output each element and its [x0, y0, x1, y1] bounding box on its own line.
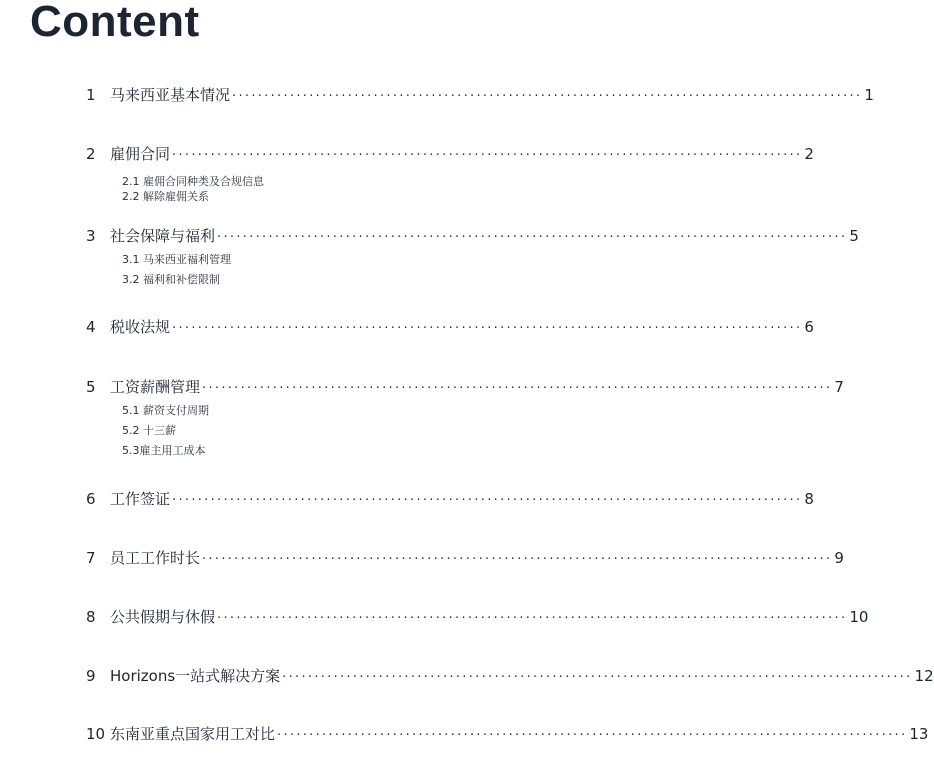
toc-subentry[interactable]: 2.1 雇佣合同种类及合规信息 [122, 175, 264, 188]
toc-page-number: 1 [864, 86, 874, 104]
dot-leader: ·································································································· [202, 552, 833, 567]
dot-leader: ·································································································· [232, 89, 863, 104]
toc-entry-number: 9 [86, 667, 96, 685]
toc-page-number: 7 [834, 378, 844, 396]
toc-subentry[interactable]: 5.1 薪资支付周期 [122, 404, 209, 417]
toc-entry-title: 工资薪酬管理 [110, 378, 201, 396]
toc-entry-number: 3 [86, 227, 96, 245]
toc-entry-3[interactable] [86, 225, 859, 247]
toc-page-number: 10 [849, 608, 869, 626]
toc-entry-title: 雇佣合同 [110, 145, 171, 163]
toc-entry-number: 10 [86, 725, 106, 743]
toc-subentry[interactable]: 3.1 马来西亚福利管理 [122, 253, 231, 266]
dot-leader: ·································································································· [277, 728, 908, 743]
toc-page-number: 13 [909, 725, 929, 743]
toc-entry-title: 社会保障与福利 [110, 227, 216, 245]
dot-leader: ·································································································· [217, 230, 848, 245]
toc-entry-number: 2 [86, 145, 96, 163]
toc-entry-9[interactable] [86, 665, 934, 687]
dot-leader: ·································································································· [172, 148, 803, 163]
toc-entry-5[interactable] [86, 376, 844, 398]
toc-subentry[interactable]: 5.2 十三薪 [122, 424, 176, 437]
toc-entry-title: 马来西亚基本情况 [110, 86, 231, 104]
toc-entry-number: 5 [86, 378, 96, 396]
toc-entry-title: 税收法规 [110, 318, 171, 336]
dot-leader: ·································································································· [202, 381, 833, 396]
toc-entry-number: 8 [86, 608, 96, 626]
toc-entry-1[interactable] [86, 84, 874, 106]
toc-entry-number: 7 [86, 549, 96, 567]
toc-page-number: 5 [849, 227, 859, 245]
toc-page-number: 9 [834, 549, 844, 567]
toc-page-number: 8 [804, 490, 814, 508]
dot-leader: ·································································································· [217, 611, 848, 626]
toc-entry-8[interactable] [86, 606, 869, 628]
toc-entry-title: 员工工作时长 [110, 549, 201, 567]
toc-entry-number: 4 [86, 318, 96, 336]
page-title: Content [30, 0, 200, 46]
toc-entry-7[interactable] [86, 547, 844, 569]
toc-entry-10[interactable] [86, 723, 929, 745]
toc-page-number: 6 [804, 318, 814, 336]
toc-entry-title: 公共假期与休假 [110, 608, 216, 626]
toc-subentry[interactable]: 3.2 福利和补偿限制 [122, 273, 220, 286]
toc-entry-6[interactable] [86, 488, 814, 510]
toc-entry-title: Horizons一站式解决方案 [110, 667, 281, 685]
toc-entry-number: 6 [86, 490, 96, 508]
toc-entry-4[interactable] [86, 316, 814, 338]
toc-subentry[interactable]: 5.3雇主用工成本 [122, 444, 206, 457]
toc-entry-number: 1 [86, 86, 96, 104]
toc-subentry[interactable]: 2.2 解除雇佣关系 [122, 190, 209, 203]
toc-page-number: 2 [804, 145, 814, 163]
dot-leader: ·································································································· [172, 321, 803, 336]
toc-entry-title: 工作签证 [110, 490, 171, 508]
dot-leader: ·································································································· [282, 670, 913, 685]
toc-page-number: 12 [914, 667, 934, 685]
toc-entry-2[interactable] [86, 143, 814, 165]
toc-entry-title: 东南亚重点国家用工对比 [110, 725, 276, 743]
dot-leader: ·································································································· [172, 493, 803, 508]
